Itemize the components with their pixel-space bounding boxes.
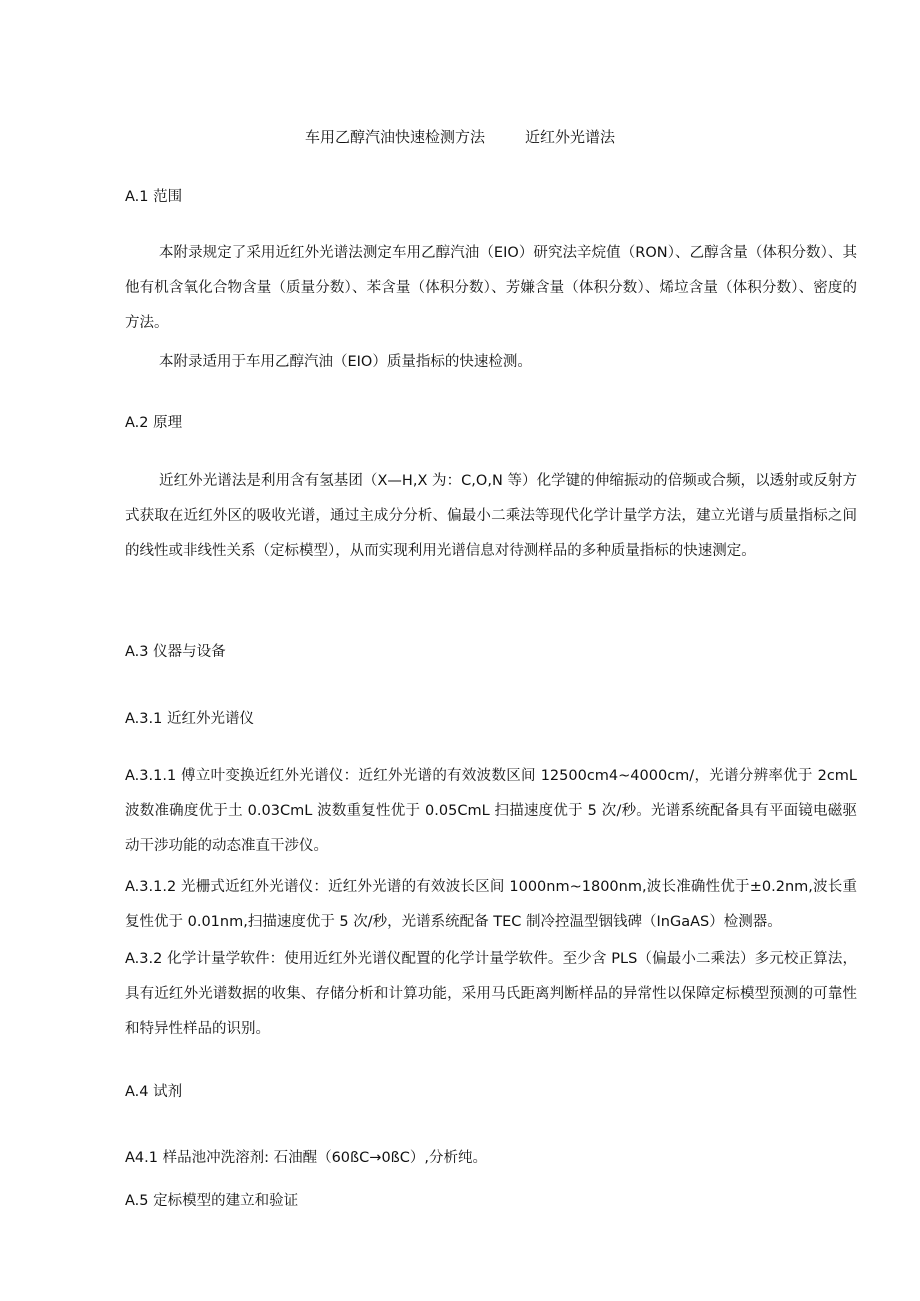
section-heading-a4: A.4 试剂 [125, 1084, 183, 1100]
section-heading-a2: A.2 原理 [125, 415, 183, 431]
section-a1-paragraph-applicability: 本附录适用于车用乙醇汽油（EIO）质量指标的快速检测。 [159, 354, 532, 370]
document-title [0, 126, 920, 148]
section-a312-paragraph-grating: A.3.1.2 光栅式近红外光谱仪：近红外光谱的有效波长区间 1000nm~1800nm,波长准确性优于±0.2nm,波长重复性优于 0.01nm,扫描速度优于 5 次/秒，光谱系统配备 TEC 制冷控温型铟钱碑（InGaAS）检测器。 [125, 879, 857, 930]
section-a2-paragraph-principle: 近红外光谱法是利用含有氢基团（X—H,X 为：C,O,N 等）化学键的伸缩振动的倍频或合频，以透射或反射方式获取在近红外区的吸收光谱，通过主成分分析、偏最小二乘法等现代化学计量学方法，建立光谱与质量指标之间的线性或非线性关系（定标模型），从而实现利用光谱信息对待测样品的多种质量指标的快速测定。 [125, 473, 857, 559]
document-title-main: 车用乙醇汽油快速检测方法 [304, 128, 485, 146]
section-a32-paragraph-software: A.3.2 化学计量学软件：使用近红外光谱仪配置的化学计量学软件。至少含 PLS（偏最小二乘法）多元校正算法，具有近红外光谱数据的收集、存储分析和计算功能，采用马氏距离判断样品的异常性以保障定标模型预测的可靠性和特异性样品的识别。 [125, 951, 857, 1037]
section-heading-a5: A.5 定标模型的建立和验证 [125, 1193, 299, 1209]
document-title-method: 近红外光谱法 [525, 128, 616, 146]
section-a311-paragraph-ftnir: A.3.1.1 傅立叶变换近红外光谱仪：近红外光谱的有效波数区间 12500cm4~4000cm/，光谱分辨率优于 2cmL 波数准确度优于土 0.03CmL 波数重复性优于 0.05CmL 扫描速度优于 5 次/秒。光谱系统配备具有平面镜电磁驱动干涉功能的动态准直干涉仪。 [125, 768, 857, 854]
section-heading-a1: A.1 范围 [125, 189, 183, 205]
section-a41-paragraph-solvent: A4.1 样品池冲洗溶剂: 石油醒（60ßC→0ßC）,分析纯。 [125, 1150, 488, 1166]
section-heading-a3: A.3 仪器与设备 [125, 644, 226, 660]
section-a1-paragraph-scope: 本附录规定了采用近红外光谱法测定车用乙醇汽油（EIO）研究法辛烷值（RON）、乙醇含量（体积分数）、其他有机含氧化合物含量（质量分数）、苯含量（体积分数）、芳嫌含量（体积分数）、烯垃含量（体积分数）、密度的方法。 [125, 245, 857, 331]
section-heading-a31: A.3.1 近红外光谱仪 [125, 711, 254, 727]
